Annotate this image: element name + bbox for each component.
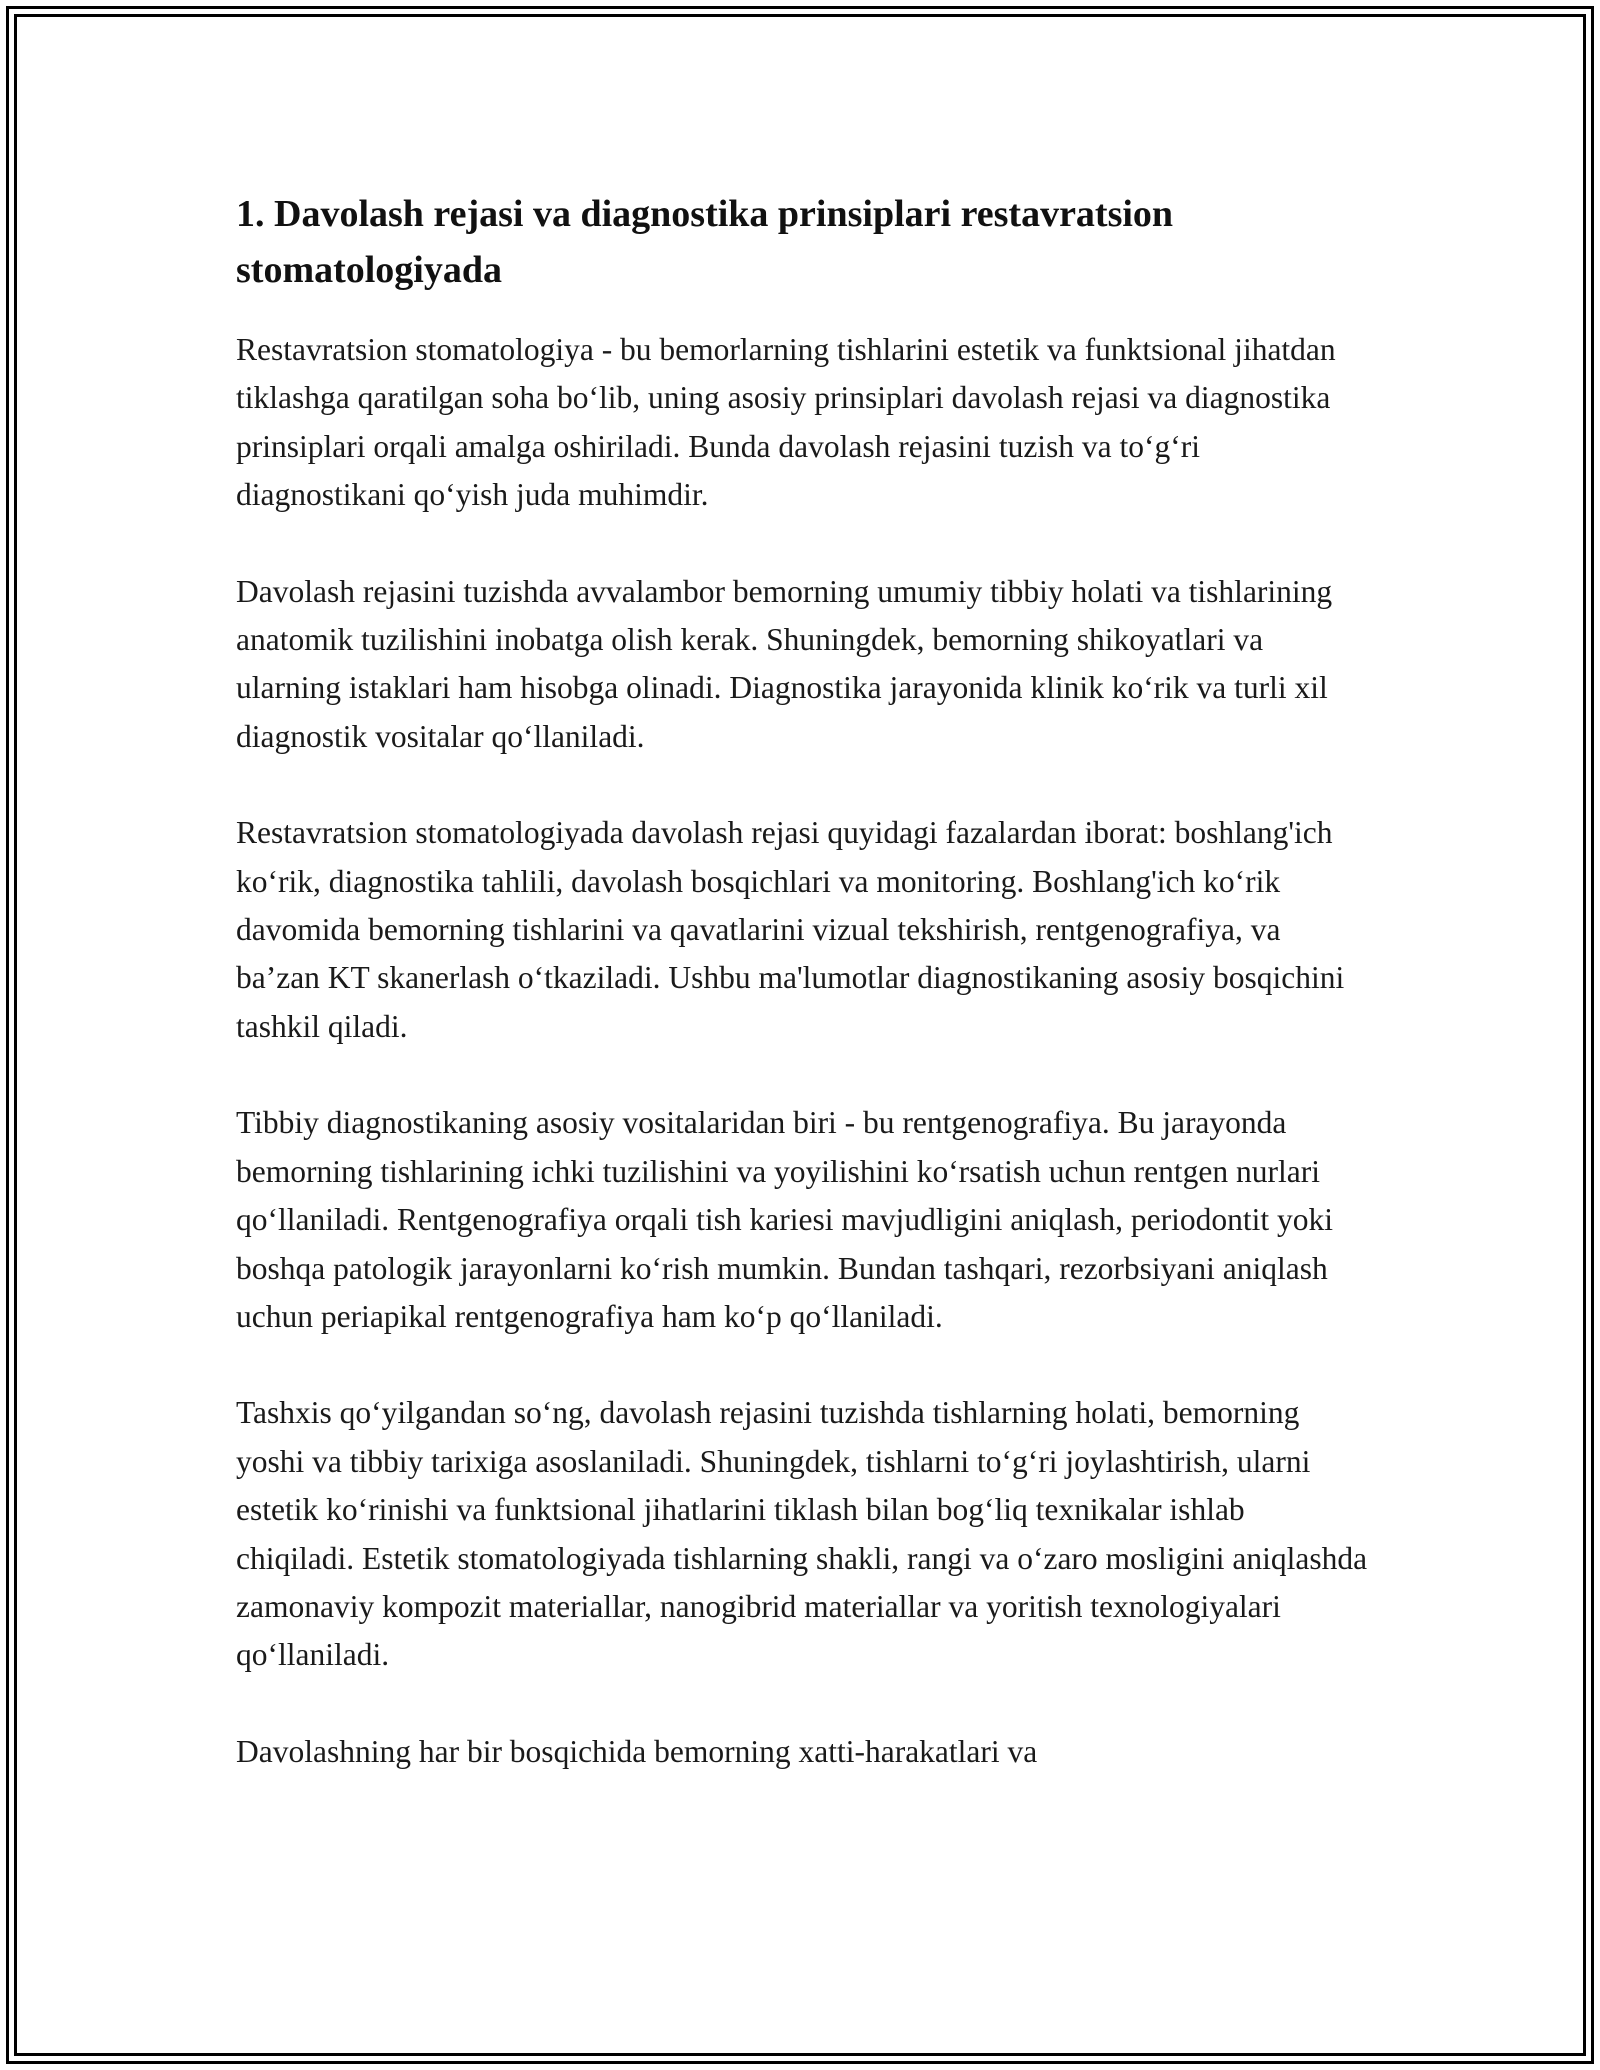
paragraph-3: Restavratsion stomatologiyada davolash rejasi quyidagi fazalardan iborat: boshlang'ich ko‘rik, diagnostika tahlili, davolash bosqichlari va monitoring. Boshlang'ich ko‘rik davomida bemorning tishlarini va qavatlarini vizual tekshirish, rentgenografiya, va ba’zan KT skanerlash o‘tkaziladi. Ushbu ma'lumotlar diagnostikaning asosiy bosqichini tashkil qiladi.: [236, 815, 1345, 1044]
paragraph-6: Davolashning har bir bosqichida bemorning xatti-harakatlari va: [236, 1733, 1038, 1769]
paragraph-4: Tibbiy diagnostikaning asosiy vositalaridan biri - bu rentgenografiya. Bu jarayonda bemorning tishlarining ichki tuzilishini va yoyilishini ko‘rsatish uchun rentgen nurlari qo‘llaniladi. Rentgenografiya orqali tish kariesi mavjudligini aniqlash, periodontit yoki boshqa patologik jarayonlarni ko‘rish mumkin. Bundan tashqari, rezorbsiyani aniqlash uchun periapikal rentgenografiya ham ko‘p qo‘llaniladi.: [236, 1105, 1334, 1334]
page-title: 1. Davolash rejasi va diagnostika prinsiplari restavratsion stomatologiyada: [236, 193, 1174, 291]
paragraph-5: Tashxis qo‘yilgandan so‘ng, davolash rejasini tuzishda tishlarning holati, bemorning yoshi va tibbiy tarixiga asoslaniladi. Shuningdek, tishlarni to‘g‘ri joylashtirish, ularni estetik ko‘rinishi va funktsional jihatlarini tiklash bilan bog‘liq texnikalar ishlab chiqiladi. Estetik stomatologiyada tishlarning shakli, rangi va o‘zaro mosligini aniqlashda zamonaviy kompozit materiallar, nanogibrid materiallar va yoritish texnologiyalari qo‘llaniladi.: [236, 1395, 1368, 1673]
document-body: [236, 186, 1370, 1824]
paragraph-2: Davolash rejasini tuzishda avvalambor bemorning umumiy tibbiy holati va tishlarining anatomik tuzilishini inobatga olish kerak. Shuningdek, bemorning shikoyatlari va ularning istaklari ham hisobga olinadi. Diagnostika jarayonida klinik ko‘rik va turli xil diagnostik vositalar qo‘llaniladi.: [236, 573, 1333, 754]
paragraph-1: Restavratsion stomatologiya - bu bemorlarning tishlarini estetik va funktsional jihatdan tiklashga qaratilgan soha bo‘lib, uning asosiy prinsiplari davolash rejasi va diagnostika prinsiplari orqali amalga oshiriladi. Bunda davolash rejasini tuzish va to‘g‘ri diagnostikani qo‘yish juda muhimdir.: [236, 332, 1336, 513]
